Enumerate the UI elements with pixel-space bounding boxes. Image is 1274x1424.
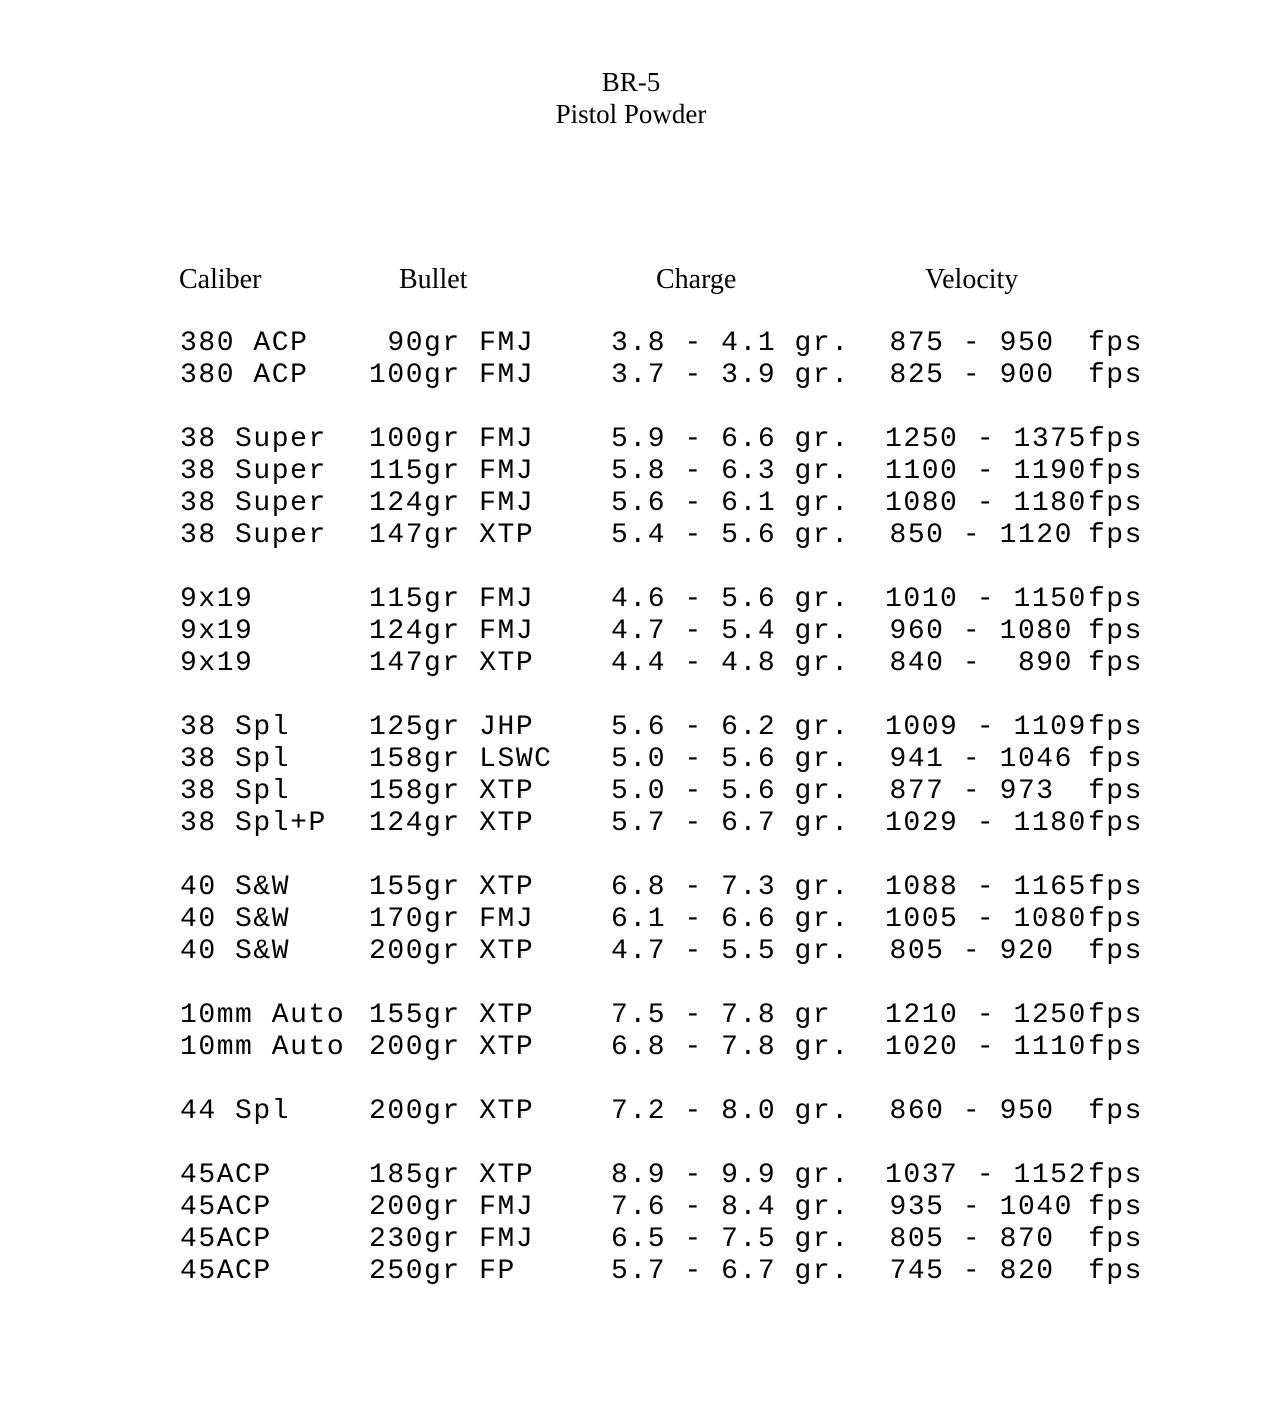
caliber-cell: 40 S&W [180,872,291,903]
charge-cell: 4.7 - 5.5 gr. [611,936,850,967]
document-subtitle: Pistol Powder [555,99,707,129]
velocity-cell: 1009 - 1109 [885,712,1087,743]
charge-cell: 7.6 - 8.4 gr. [611,1192,850,1223]
bullet-cell: 115gr FMJ [369,584,535,615]
caliber-cell: 380 ACP [180,328,309,359]
bullet-cell: 230gr FMJ [369,1224,535,1255]
caliber-cell: 38 Spl+P [180,808,327,839]
bullet-cell: 200gr XTP [369,1096,535,1127]
charge-cell: 6.1 - 6.6 gr. [611,904,850,935]
bullet-cell: 115gr FMJ [369,456,535,487]
bullet-cell: 147gr XTP [369,648,535,679]
table-row [180,648,1143,680]
bullet-cell: 147gr XTP [369,520,535,551]
caliber-cell: 45ACP [180,1256,272,1287]
row-group [180,872,1143,968]
velocity-cell: 935 - 1040 [889,1192,1073,1223]
table-row [180,1192,1143,1224]
header-caliber: Caliber [179,264,262,295]
caliber-cell: 9x19 [180,584,254,615]
caliber-cell: 38 Spl [180,712,291,743]
caliber-cell: 38 Spl [180,744,291,775]
table-row [180,1032,1143,1064]
charge-cell: 7.5 - 7.8 gr [611,1000,832,1031]
table-row [180,1256,1143,1288]
unit-cell: fps [1087,1256,1143,1287]
table-row [180,936,1143,968]
velocity-cell: 1005 - 1080 [885,904,1087,935]
unit-cell: fps [1087,808,1143,839]
charge-cell: 8.9 - 9.9 gr. [611,1160,850,1191]
table-row [180,776,1143,808]
bullet-cell: 100gr FMJ [369,360,535,391]
charge-cell: 6.8 - 7.8 gr. [611,1032,850,1063]
caliber-cell: 10mm Auto [180,1000,346,1031]
velocity-cell: 877 - 973 [889,776,1073,807]
bullet-cell: 250gr FP [369,1256,516,1287]
unit-cell: fps [1087,456,1143,487]
unit-cell: fps [1087,1032,1143,1063]
velocity-cell: 1100 - 1190 [885,456,1087,487]
caliber-cell: 10mm Auto [180,1032,346,1063]
charge-cell: 5.0 - 5.6 gr. [611,776,850,807]
velocity-cell: 840 - 890 [889,648,1073,679]
bullet-cell: 200gr XTP [369,936,535,967]
charge-cell: 5.6 - 6.2 gr. [611,712,850,743]
caliber-cell: 45ACP [180,1224,272,1255]
caliber-cell: 40 S&W [180,904,291,935]
charge-cell: 4.4 - 4.8 gr. [611,648,850,679]
bullet-cell: 170gr FMJ [369,904,535,935]
table-row [180,808,1143,840]
table-row [180,1000,1143,1032]
table-row [180,872,1143,904]
table-row [180,456,1143,488]
bullet-cell: 124gr FMJ [369,488,535,519]
unit-cell: fps [1087,1096,1143,1127]
load-data-table [180,328,1143,1320]
caliber-cell: 38 Super [180,456,327,487]
row-group [180,1096,1143,1128]
unit-cell: fps [1087,712,1143,743]
caliber-cell: 38 Super [180,424,327,455]
caliber-cell: 38 Super [180,488,327,519]
bullet-cell: 155gr XTP [369,1000,535,1031]
charge-cell: 5.6 - 6.1 gr. [611,488,850,519]
header-velocity: Velocity [925,264,1019,295]
column-headers [0,262,1274,298]
table-row [180,360,1143,392]
unit-cell: fps [1087,648,1143,679]
unit-cell: fps [1087,488,1143,519]
table-row [180,328,1143,360]
velocity-cell: 875 - 950 [889,328,1073,359]
charge-cell: 3.7 - 3.9 gr. [611,360,850,391]
velocity-cell: 860 - 950 [889,1096,1073,1127]
unit-cell: fps [1087,360,1143,391]
document-title: BR-5 [601,67,661,97]
velocity-cell: 1210 - 1250 [885,1000,1087,1031]
velocity-cell: 825 - 900 [889,360,1073,391]
bullet-cell: 158gr XTP [369,776,535,807]
velocity-cell: 1250 - 1375 [885,424,1087,455]
row-group [180,1160,1143,1288]
unit-cell: fps [1087,616,1143,647]
unit-cell: fps [1087,744,1143,775]
charge-cell: 4.7 - 5.4 gr. [611,616,850,647]
caliber-cell: 44 Spl [180,1096,291,1127]
table-row [180,424,1143,456]
bullet-cell: 90gr FMJ [369,328,535,359]
row-group [180,328,1143,392]
unit-cell: fps [1087,424,1143,455]
table-row [180,616,1143,648]
table-row [180,1096,1143,1128]
bullet-cell: 100gr FMJ [369,424,535,455]
table-row [180,488,1143,520]
velocity-cell: 1037 - 1152 [885,1160,1087,1191]
bullet-cell: 200gr FMJ [369,1192,535,1223]
table-row [180,1160,1143,1192]
unit-cell: fps [1087,1224,1143,1255]
unit-cell: fps [1087,1160,1143,1191]
unit-cell: fps [1087,776,1143,807]
charge-cell: 4.6 - 5.6 gr. [611,584,850,615]
table-row [180,520,1143,552]
bullet-cell: 155gr XTP [369,872,535,903]
velocity-cell: 805 - 870 [889,1224,1073,1255]
velocity-cell: 745 - 820 [889,1256,1073,1287]
charge-cell: 3.8 - 4.1 gr. [611,328,850,359]
table-row [180,904,1143,936]
unit-cell: fps [1087,904,1143,935]
unit-cell: fps [1087,520,1143,551]
charge-cell: 5.7 - 6.7 gr. [611,1256,850,1287]
velocity-cell: 1080 - 1180 [885,488,1087,519]
unit-cell: fps [1087,872,1143,903]
caliber-cell: 9x19 [180,616,254,647]
charge-cell: 6.5 - 7.5 gr. [611,1224,850,1255]
caliber-cell: 38 Super [180,520,327,551]
unit-cell: fps [1087,1192,1143,1223]
header-charge: Charge [656,264,737,295]
caliber-cell: 38 Spl [180,776,291,807]
table-row [180,712,1143,744]
bullet-cell: 124gr FMJ [369,616,535,647]
row-group [180,1000,1143,1064]
velocity-cell: 1029 - 1180 [885,808,1087,839]
velocity-cell: 805 - 920 [889,936,1073,967]
velocity-cell: 1020 - 1110 [885,1032,1087,1063]
bullet-cell: 185gr XTP [369,1160,535,1191]
unit-cell: fps [1087,584,1143,615]
bullet-cell: 125gr JHP [369,712,535,743]
table-row [180,584,1143,616]
charge-cell: 6.8 - 7.3 gr. [611,872,850,903]
charge-cell: 5.0 - 5.6 gr. [611,744,850,775]
caliber-cell: 45ACP [180,1192,272,1223]
table-row [180,744,1143,776]
caliber-cell: 9x19 [180,648,254,679]
velocity-cell: 1010 - 1150 [885,584,1087,615]
caliber-cell: 40 S&W [180,936,291,967]
unit-cell: fps [1087,936,1143,967]
unit-cell: fps [1087,328,1143,359]
charge-cell: 5.8 - 6.3 gr. [611,456,850,487]
velocity-cell: 850 - 1120 [889,520,1073,551]
velocity-cell: 1088 - 1165 [885,872,1087,903]
unit-cell: fps [1087,1000,1143,1031]
charge-cell: 7.2 - 8.0 gr. [611,1096,850,1127]
row-group [180,424,1143,552]
caliber-cell: 380 ACP [180,360,309,391]
row-group [180,712,1143,840]
velocity-cell: 941 - 1046 [889,744,1073,775]
velocity-cell: 960 - 1080 [889,616,1073,647]
bullet-cell: 200gr XTP [369,1032,535,1063]
caliber-cell: 45ACP [180,1160,272,1191]
charge-cell: 5.4 - 5.6 gr. [611,520,850,551]
row-group [180,584,1143,680]
header-bullet: Bullet [399,264,468,295]
charge-cell: 5.9 - 6.6 gr. [611,424,850,455]
charge-cell: 5.7 - 6.7 gr. [611,808,850,839]
bullet-cell: 158gr LSWC [369,744,553,775]
bullet-cell: 124gr XTP [369,808,535,839]
table-row [180,1224,1143,1256]
